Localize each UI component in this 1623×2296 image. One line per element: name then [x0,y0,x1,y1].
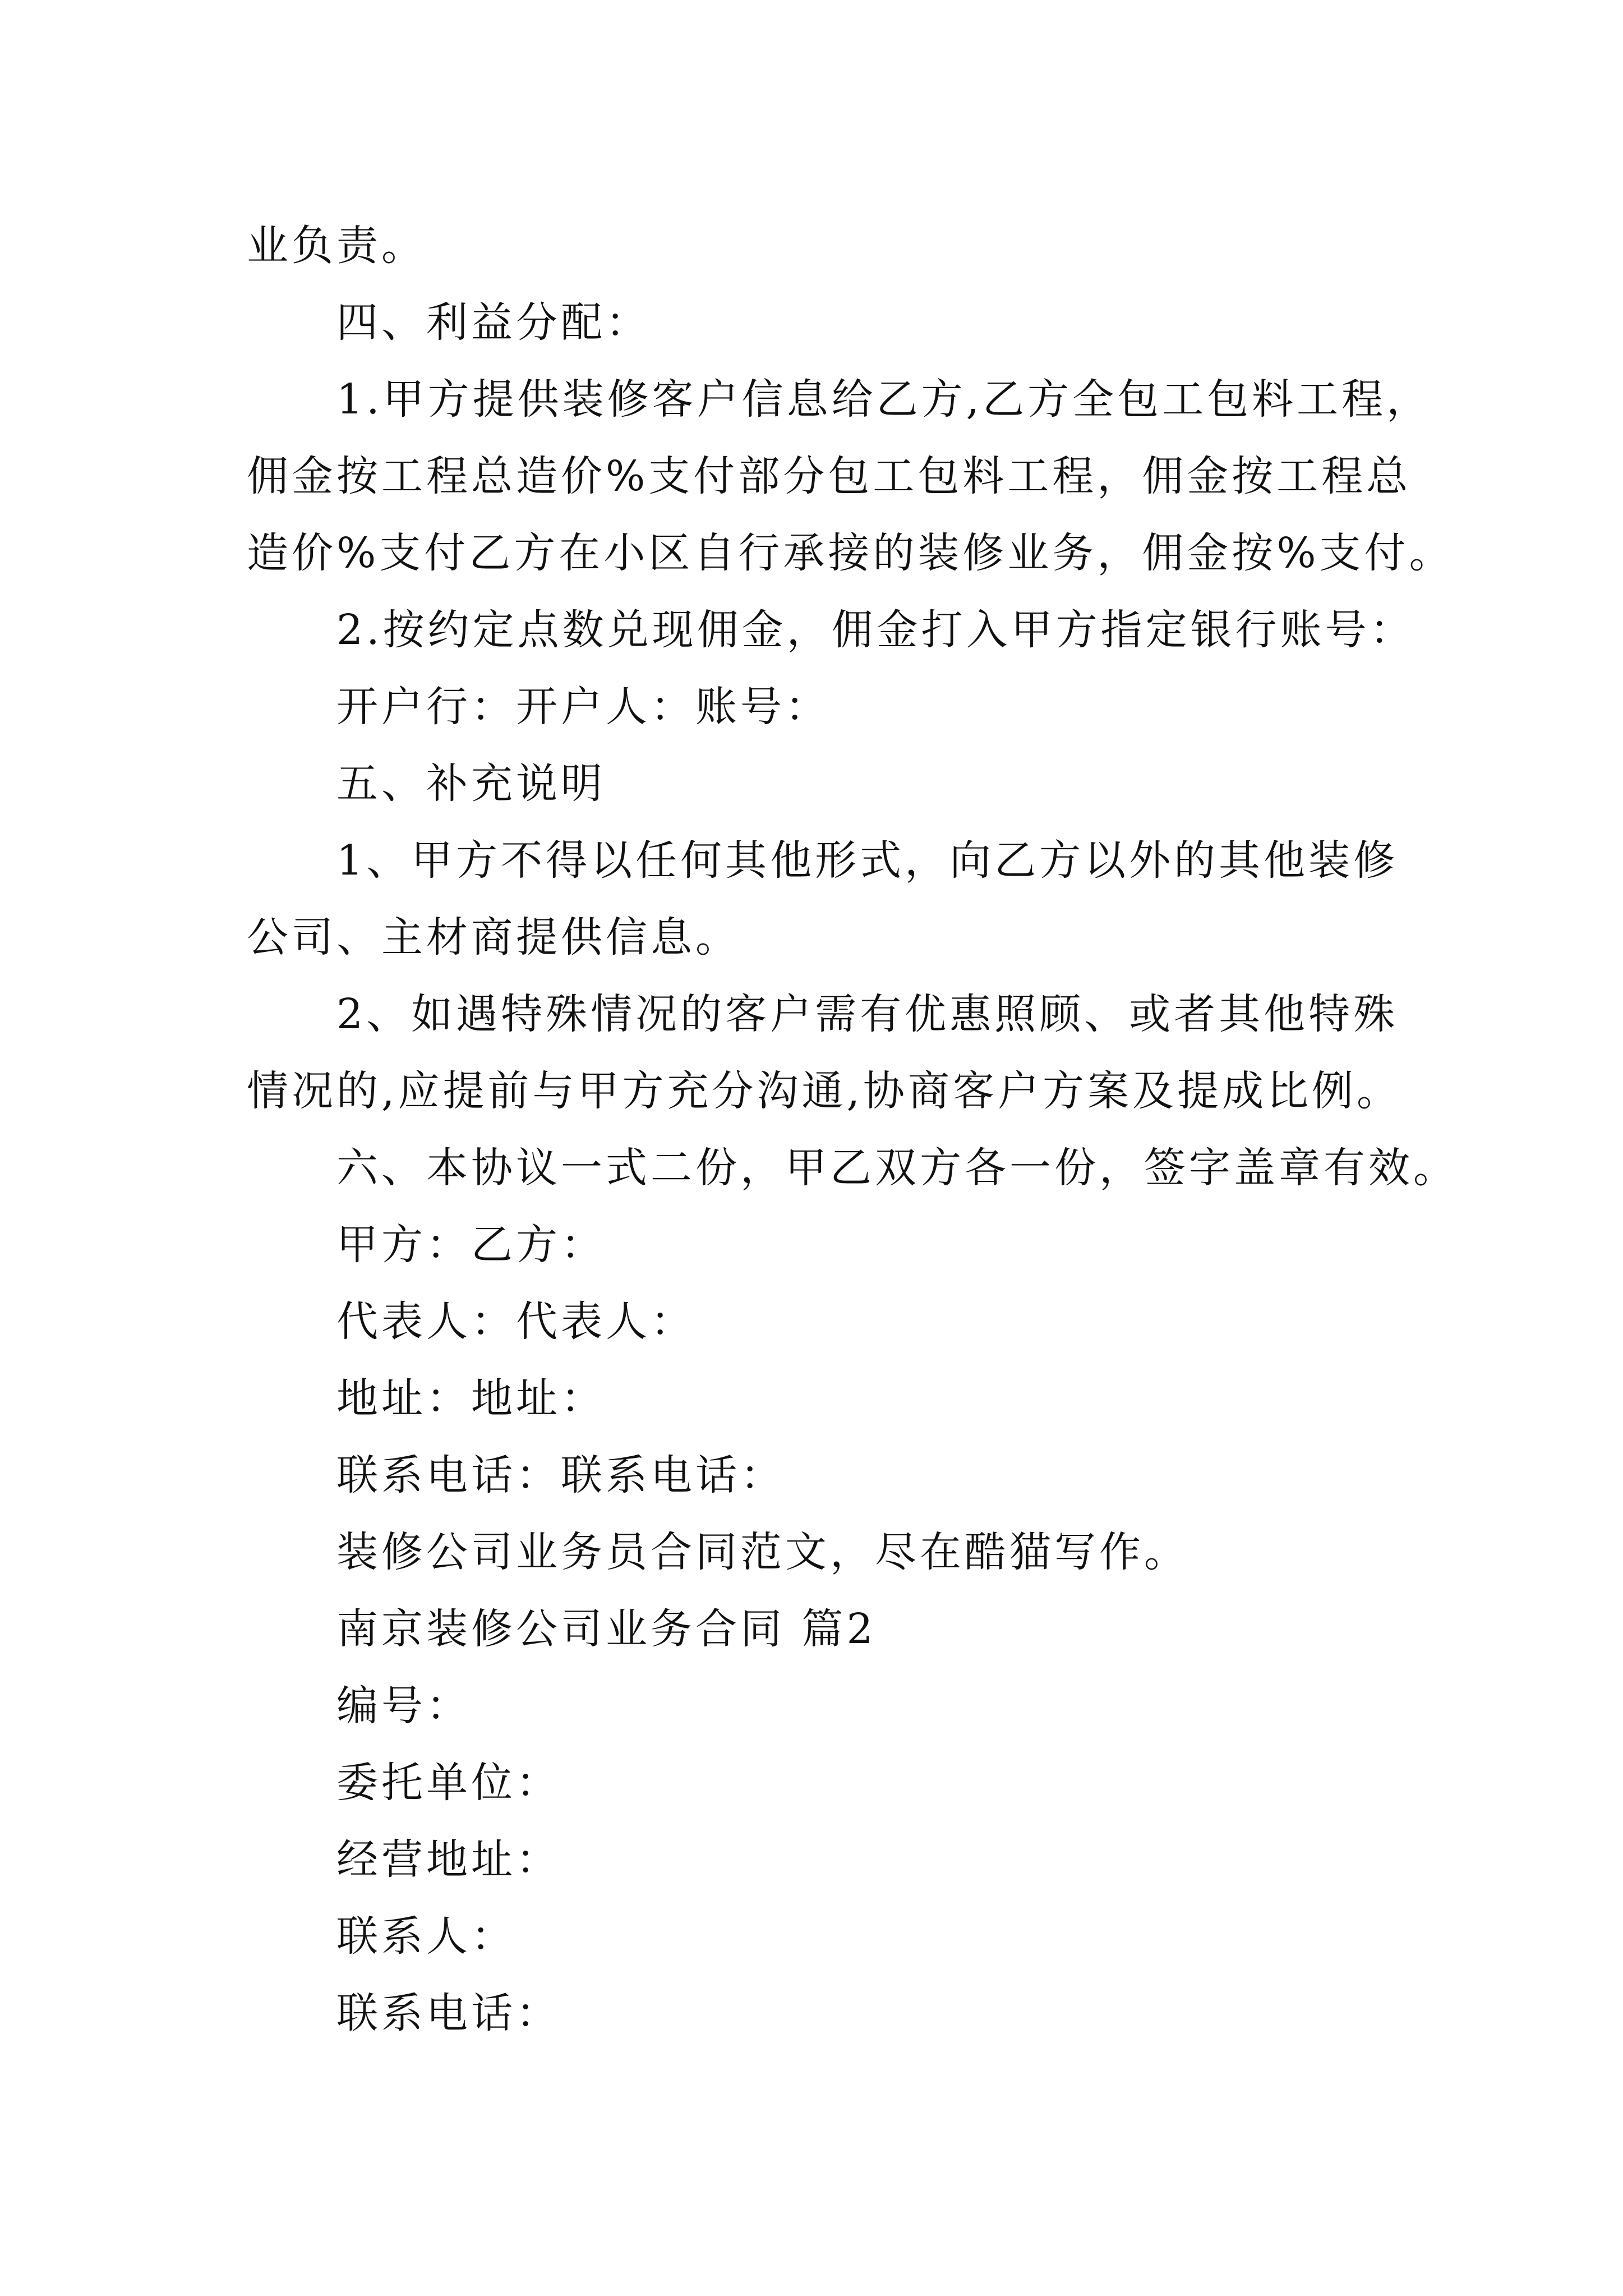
text-line: 2.按约定点数兑现佣金，佣金打入甲方指定银行账号： [336,606,1415,654]
form-field-label: 经营地址： [336,1835,561,1884]
text-line: 业负责。 [247,222,426,270]
signature-line: 联系电话：联系电话： [336,1451,785,1499]
form-field-label: 编号： [336,1682,471,1730]
text-line: 开户行：开户人：账号： [336,683,830,731]
text-line: 公司、主材商提供信息。 [247,913,740,961]
section-heading: 南京装修公司业务合同 篇2 [336,1605,877,1653]
text-line: 造价%支付乙方在小区自行承接的装修业务，佣金按%支付。 [247,529,1454,577]
signature-line: 代表人：代表人： [336,1297,695,1346]
signature-line: 地址：地址： [336,1374,606,1423]
text-line: 佣金按工程总造价%支付部分包工包料工程，佣金按工程总 [247,452,1412,500]
form-field-label: 委托单位： [336,1759,561,1807]
text-line: 情况的,应提前与甲方充分沟通,协商客户方案及提成比例。 [247,1067,1402,1115]
section-heading: 四、利益分配： [336,298,651,347]
text-line: 装修公司业务员合同范文，尽在酷猫写作。 [336,1528,1189,1576]
form-field-label: 联系电话： [336,1989,561,2037]
document-body [247,208,1458,2052]
form-field-label: 联系人： [336,1912,516,1961]
text-line: 2、如遇特殊情况的客户需有优惠照顾、或者其他特殊 [336,990,1399,1038]
section-heading: 五、补充说明 [336,760,606,808]
text-line: 1、甲方不得以任何其他形式，向乙方以外的其他装修 [336,836,1399,885]
section-heading: 六、本协议一式二份，甲乙双方各一份，签字盖章有效。 [336,1144,1458,1192]
text-line: 1.甲方提供装修客户信息给乙方,乙方全包工包料工程， [336,375,1432,424]
signature-line: 甲方：乙方： [336,1221,606,1269]
